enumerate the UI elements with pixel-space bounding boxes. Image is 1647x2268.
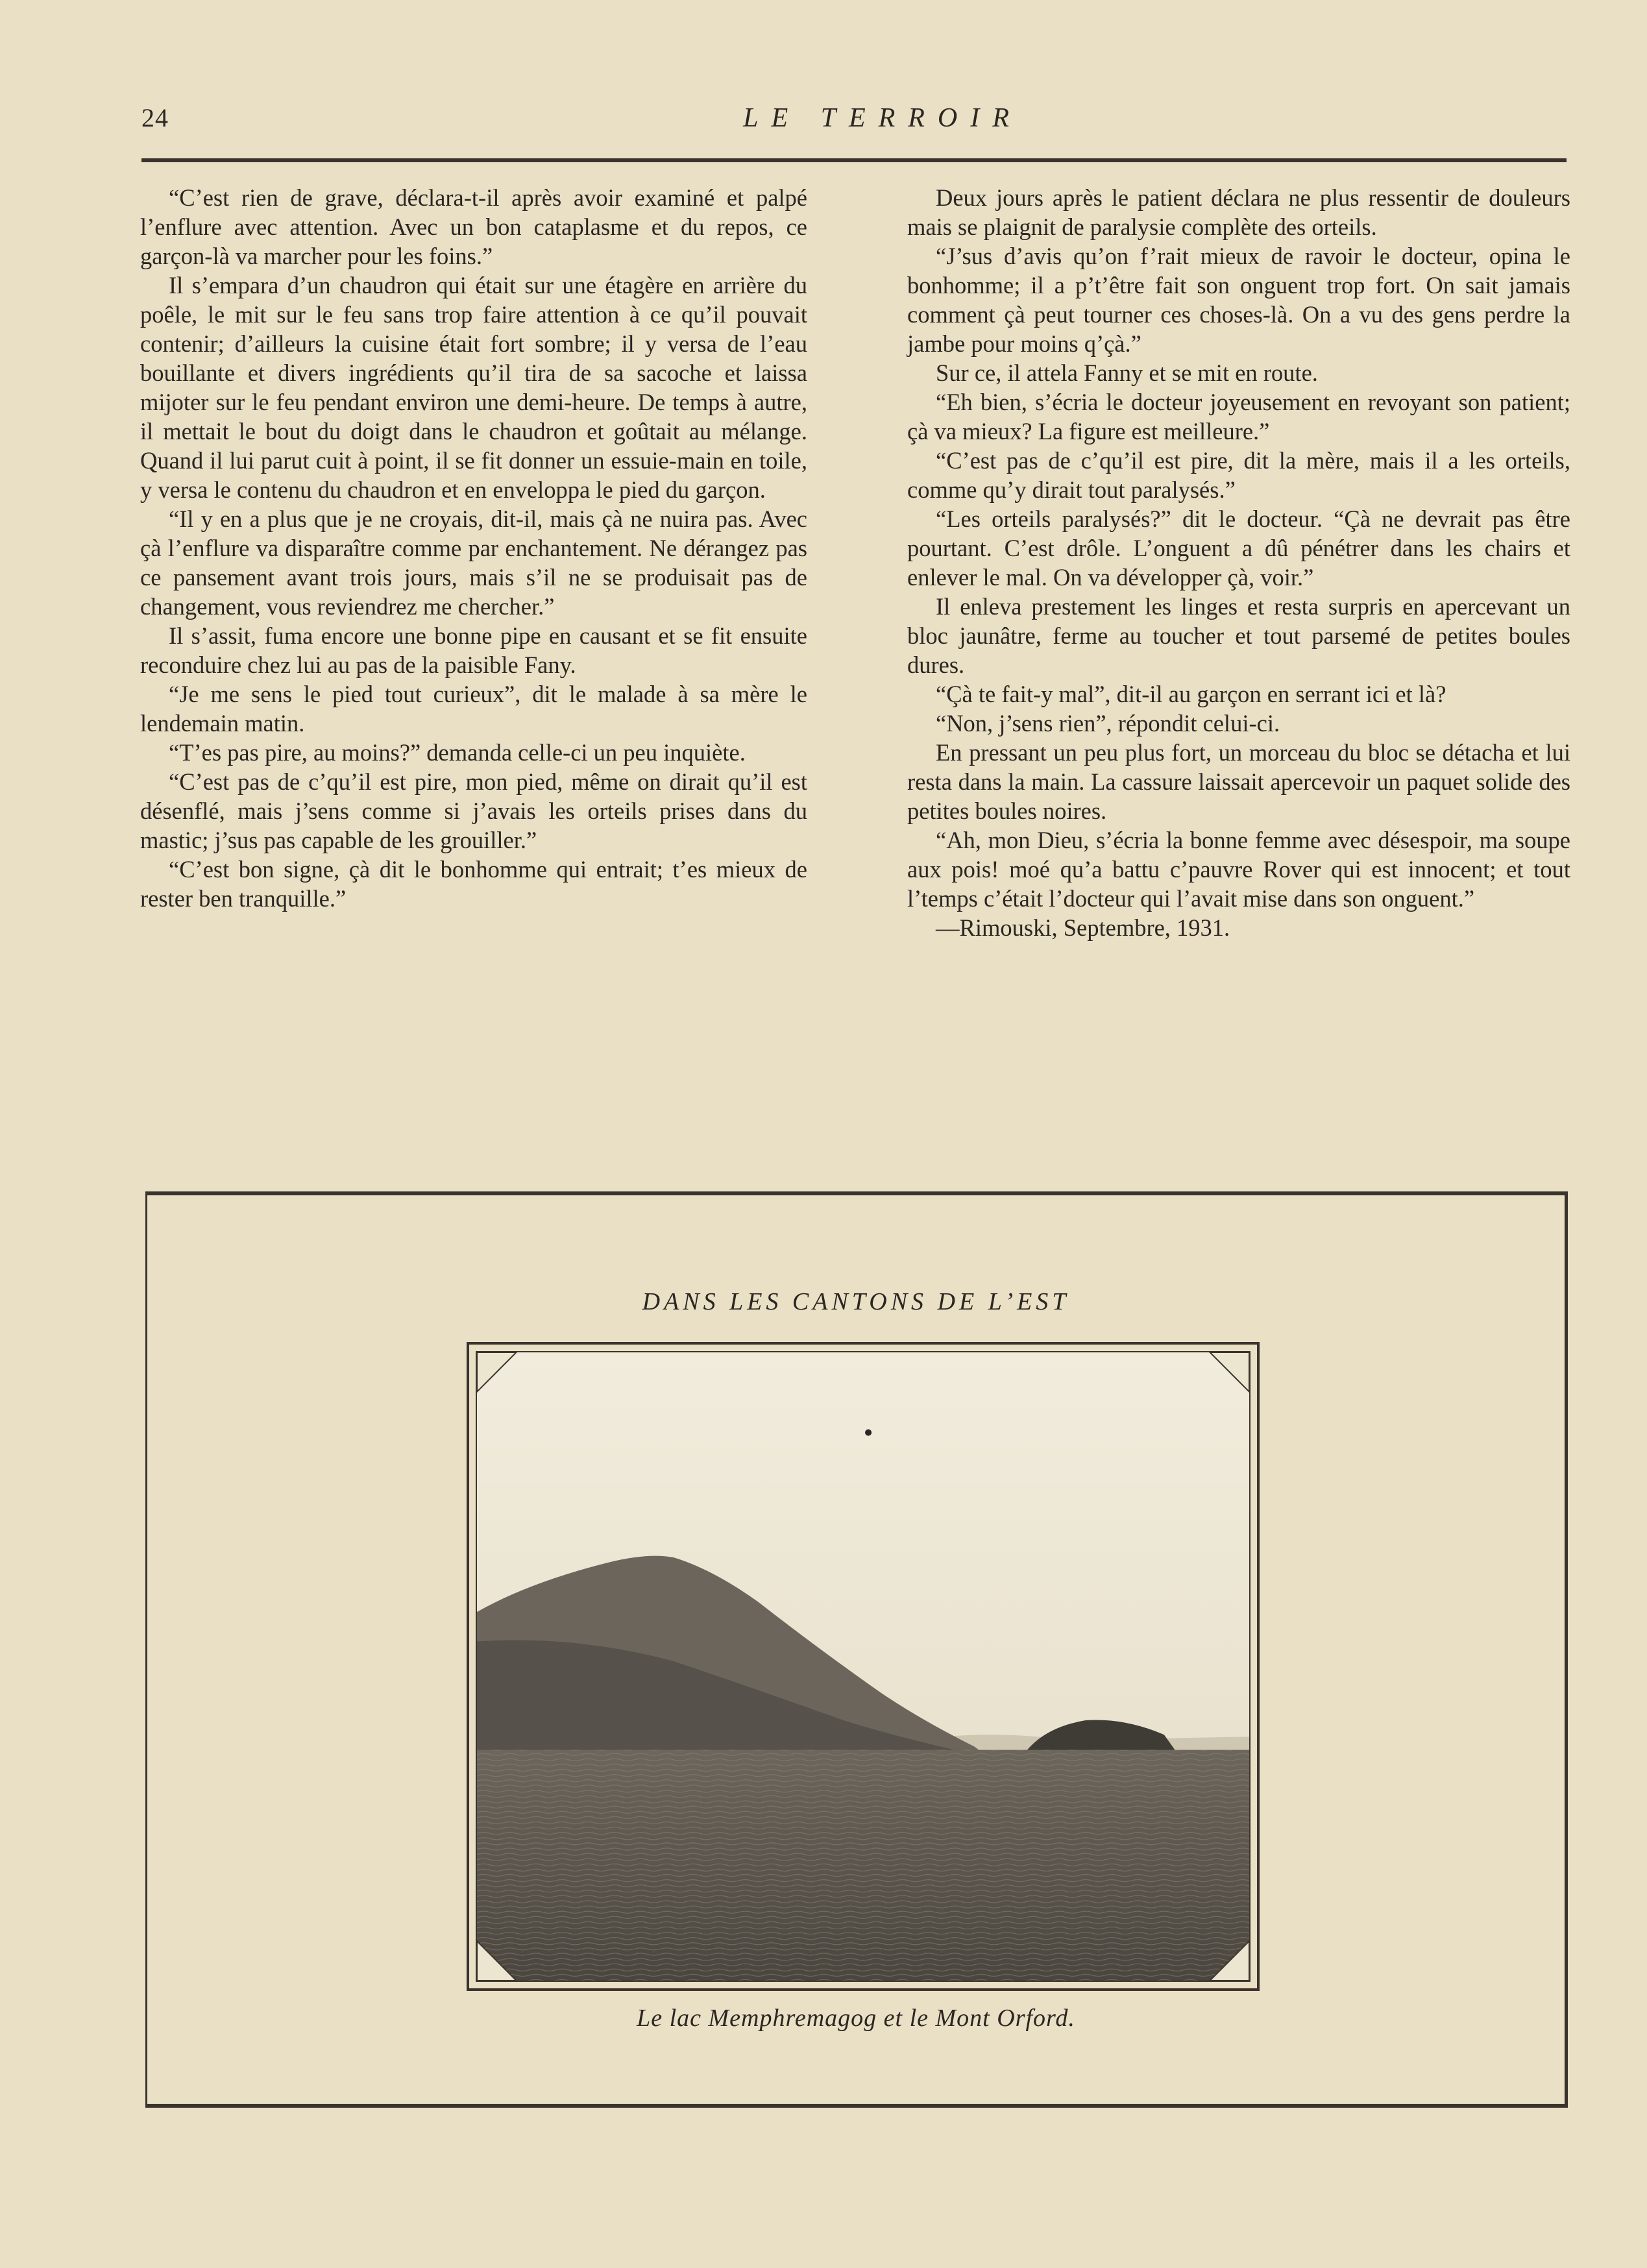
paragraph: Sur ce, il attela Fanny et se mit en route. <box>936 360 1318 386</box>
figure-heading: DANS LES CANTONS DE L’EST <box>642 1288 1070 1315</box>
paragraph: Il s’assit, fuma encore une bonne pipe en causant et se fit ensuite reconduire chez lui au pas de la paisible Fany. <box>140 622 807 678</box>
paragraph: “C’est pas de c’qu’il est pire, dit la mère, mais il a les orteils, comme qu’y dirait tout paralysés.” <box>907 447 1570 503</box>
paragraph: Il enleva prestement les linges et resta surpris en apercevant un bloc jaunâtre, ferme au toucher et tout parsemé de petites boules dures. <box>907 593 1570 678</box>
paragraph: “Ah, mon Dieu, s’écria la bonne femme avec désespoir, ma soupe aux pois! moé qu’a battu c’pauvre Rover qui est innocent; et tout l’temps c’était l’docteur qui l’avait mise dans son onguent.” <box>907 827 1570 912</box>
paragraph: “Non, j’sens rien”, répondit celui-ci. <box>936 710 1280 737</box>
paragraph: “Eh bien, s’écria le docteur joyeusement en revoyant son patient; çà va mieux? La figure est meilleure.” <box>907 389 1570 445</box>
lake-photo-image <box>477 1352 1249 1981</box>
figure-box <box>145 1191 1568 2108</box>
running-title: LE TERROIR <box>743 103 1022 133</box>
photo-frame <box>467 1342 1260 1991</box>
right-column <box>907 183 1570 942</box>
paragraph: “Les orteils paralysés?” dit le docteur. “Çà ne devrait pas être pourtant. C’est drôle. L’onguent a dû pénétrer dans les chairs et enlever le mal. On va développer çà, voir.” <box>907 506 1570 591</box>
figure-caption: Le lac Memphremagog et le Mont Orford. <box>637 2005 1075 2032</box>
lake-photo <box>476 1351 1250 1982</box>
paragraph: “Il y en a plus que je ne croyais, dit-il, mais çà ne nuira pas. Avec çà l’enflure va disparaître comme par enchantement. Ne dérangez pas ce pansement avant trois jours, mais s’il ne se produisait pas de changement, vous reviendrez me chercher.” <box>140 506 807 620</box>
paragraph: “T’es pas pire, au moins?” demanda celle-ci un peu inquiète. <box>169 739 746 766</box>
page-number: 24 <box>141 103 169 132</box>
paragraph: “C’est bon signe, çà dit le bonhomme qui entrait; t’es mieux de rester ben tranquille.” <box>140 856 807 912</box>
paragraph: “C’est rien de grave, déclara-t-il après avoir examiné et palpé l’enflure avec attention. Avec un bon cataplasme et du repos, ce garçon-là va marcher pour les foins.” <box>140 184 807 269</box>
paragraph: En pressant un peu plus fort, un morceau du bloc se détacha et lui resta dans la main. La cassure laissait apercevoir un paquet solide des petites boules noires. <box>907 739 1570 824</box>
paragraph: “Je me sens le pied tout curieux”, dit le malade à sa mère le lendemain matin. <box>140 681 807 737</box>
article-signoff: —Rimouski, Septembre, 1931. <box>936 914 1230 941</box>
paragraph: “C’est pas de c’qu’il est pire, mon pied, même on dirait qu’il est désenflé, mais j’sens comme si j’avais les orteils prises dans du mastic; j’sus pas capable de les grouiller.” <box>140 768 807 853</box>
paragraph: Deux jours après le patient déclara ne plus ressentir de douleurs mais se plaignit de paralysie complète des orteils. <box>907 184 1570 240</box>
paragraph: “J’sus d’avis qu’on f’rait mieux de ravoir le docteur, opina le bonhomme; il a p’t’être fait son onguent trop fort. On sait jamais comment çà peut tourner ces choses-là. On a vu des gens perdre la jambe pour moins q’çà.” <box>907 243 1570 357</box>
left-column <box>140 183 807 913</box>
paragraph: Il s’empara d’un chaudron qui était sur une étagère en arrière du poêle, le mit sur le feu sans trop faire attention à ce qu’il pouvait contenir; d’ailleurs la cuisine était fort sombre; il y versa de l’eau bouillante et divers ingrédients qu’il tira de sa sacoche et laissa mijoter sur le feu pendant environ une demi-heure. De temps à autre, il mettait le bout du doigt dans le chaudron et goûtait au mélange. Quand il lui parut cuit à point, il se fit donner un essuie-main en toile, y versa le contenu du chaudron et en enveloppa le pied du garçon. <box>140 272 807 503</box>
paragraph: “Çà te fait-y mal”, dit-il au garçon en serrant ici et là? <box>936 681 1446 707</box>
header-rule <box>141 158 1567 162</box>
